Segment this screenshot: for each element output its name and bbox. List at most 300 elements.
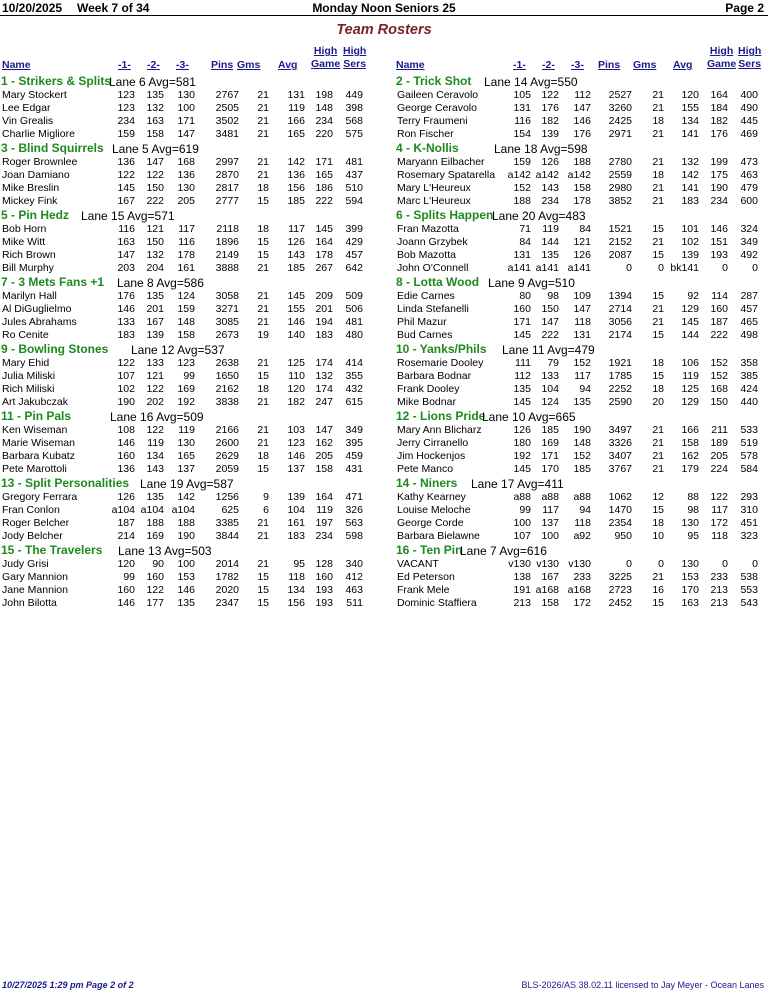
player-games: 6 — [263, 504, 269, 516]
header-games: Gms — [237, 59, 261, 71]
player-pins: 2059 — [215, 463, 239, 475]
player-name: John Bilotta — [2, 597, 57, 609]
player-pins: 3407 — [608, 450, 632, 462]
team-name: 16 - Ten Pin — [396, 543, 463, 557]
player-average: 132 — [681, 156, 699, 168]
player-row — [383, 194, 766, 207]
player-game1: 107 — [117, 370, 135, 382]
player-name: Al DiGuglielmo — [2, 303, 72, 315]
player-average: 117 — [288, 223, 305, 235]
player-average: 92 — [687, 290, 699, 302]
player-game1: 187 — [117, 517, 135, 529]
player-row — [0, 302, 383, 315]
player-high-game: 172 — [710, 517, 728, 529]
player-high-game: 197 — [315, 517, 333, 529]
team-average: Avg=587 — [186, 477, 234, 491]
team-average: Avg=411 — [517, 477, 564, 491]
player-game3: 147 — [177, 128, 195, 140]
player-game3: 148 — [573, 437, 591, 449]
player-game3: 130 — [177, 437, 195, 449]
player-games: 0 — [658, 262, 664, 274]
team-header — [0, 408, 383, 423]
player-pins: 3767 — [608, 463, 632, 475]
player-game3: 135 — [573, 396, 591, 408]
player-name: Maryann Eilbacher — [397, 156, 485, 168]
player-high-series: 349 — [740, 236, 758, 248]
player-games: 19 — [257, 329, 269, 341]
player-games: 21 — [652, 450, 664, 462]
player-average: 143 — [287, 249, 305, 261]
report-header — [0, 0, 768, 15]
player-high-series: 310 — [740, 504, 758, 516]
player-pins: 2252 — [608, 383, 632, 395]
player-row — [383, 88, 766, 101]
player-average: 146 — [287, 450, 305, 462]
team-header — [383, 341, 766, 356]
player-average: 101 — [681, 223, 699, 235]
player-game2: 117 — [542, 504, 559, 516]
player-high-series: 481 — [345, 156, 363, 168]
player-game3: 121 — [573, 236, 591, 248]
player-pins: 2777 — [215, 195, 239, 207]
player-games: 21 — [257, 89, 269, 101]
player-high-game: 193 — [315, 597, 333, 609]
team-name: 7 - 3 Mets Fans +1 — [1, 275, 105, 289]
column-headers-right — [383, 44, 766, 72]
player-name: Jim Hockenjos — [397, 450, 466, 462]
header-pins: Pins — [211, 59, 234, 71]
player-average: 136 — [287, 169, 305, 181]
player-name: Joan Damiano — [2, 169, 70, 181]
player-games: 18 — [652, 169, 664, 181]
player-pins: 3844 — [215, 530, 239, 542]
player-game3: 109 — [573, 290, 591, 302]
player-high-series: 355 — [345, 370, 363, 382]
player-high-series: 449 — [345, 89, 363, 101]
team-name: 5 - Pin Hedz — [1, 208, 70, 222]
player-average: 125 — [681, 383, 699, 395]
player-row — [0, 222, 383, 235]
player-game3: a92 — [573, 530, 591, 542]
player-pins: 3056 — [608, 316, 632, 328]
player-average: 88 — [687, 491, 699, 503]
player-average: 155 — [681, 102, 699, 114]
player-average: 106 — [681, 357, 699, 369]
player-row — [0, 155, 383, 168]
player-games: 21 — [652, 303, 664, 315]
player-game2: 150 — [146, 236, 164, 248]
player-name: Roger Brownlee — [2, 156, 78, 168]
player-high-game: 164 — [315, 236, 333, 248]
player-name: Linda Stefanelli — [397, 303, 469, 315]
player-high-series: 479 — [740, 182, 758, 194]
player-game1: 163 — [117, 236, 135, 248]
player-average: 118 — [288, 571, 305, 583]
player-high-series: 492 — [740, 249, 758, 261]
player-game3: 126 — [573, 249, 591, 261]
player-high-series: 509 — [345, 290, 363, 302]
player-average: 142 — [287, 156, 305, 168]
team-average: Avg=503 — [164, 544, 212, 558]
player-row — [383, 127, 766, 140]
player-high-game: 234 — [315, 530, 333, 542]
player-row — [383, 423, 766, 436]
player-pins: 2780 — [608, 156, 632, 168]
player-game3: a168 — [567, 584, 591, 596]
player-high-series: 615 — [345, 396, 363, 408]
player-games: 21 — [652, 236, 664, 248]
player-games: 21 — [257, 437, 269, 449]
player-pins: 950 — [614, 530, 632, 542]
player-game1: 213 — [513, 597, 531, 609]
team-average: Avg=550 — [530, 75, 578, 89]
player-game3: 168 — [177, 156, 195, 168]
player-row — [0, 503, 383, 516]
player-game1: 147 — [117, 249, 135, 261]
player-name: Marc L'Heureux — [397, 195, 471, 207]
player-game1: 154 — [513, 128, 531, 140]
player-game3: 159 — [177, 303, 195, 315]
player-high-game: 147 — [315, 424, 333, 436]
player-pins: 3326 — [608, 437, 632, 449]
player-high-series: 445 — [740, 115, 758, 127]
player-name: Bud Carnes — [397, 329, 453, 341]
player-game2: 121 — [146, 223, 164, 235]
player-game2: 104 — [541, 383, 559, 395]
player-name: Vin Grealis — [2, 115, 54, 127]
header-pins: Pins — [598, 59, 621, 71]
player-pins: 1896 — [215, 236, 239, 248]
player-game2: 188 — [146, 517, 164, 529]
team-name: 9 - Bowling Stones — [1, 342, 109, 356]
player-game3: 178 — [573, 195, 591, 207]
team-header — [0, 542, 383, 557]
player-high-game: 128 — [315, 558, 333, 570]
player-game3: 117 — [178, 223, 195, 235]
player-game1: 214 — [117, 530, 135, 542]
player-high-series: 519 — [740, 437, 758, 449]
team-name: 1 - Strikers & Splits — [1, 74, 112, 88]
player-high-game: 193 — [710, 249, 728, 261]
player-average: 183 — [681, 195, 699, 207]
player-high-series: 584 — [740, 463, 758, 475]
player-pins: 0 — [626, 262, 632, 274]
player-game3: 176 — [573, 128, 591, 140]
player-pins: 2527 — [608, 89, 632, 101]
player-game2: 134 — [146, 450, 164, 462]
player-high-series: 642 — [345, 262, 363, 274]
team-lane: Lane 19 — [140, 477, 184, 491]
player-row — [0, 356, 383, 369]
player-game1: 138 — [513, 571, 531, 583]
player-game2: 143 — [541, 182, 559, 194]
player-high-series: 431 — [345, 463, 363, 475]
team-average: Avg=616 — [499, 544, 547, 558]
player-games: 21 — [257, 517, 269, 529]
team-name: 10 - Yanks/Phils — [396, 342, 487, 356]
player-high-series: 437 — [345, 169, 363, 181]
player-high-game: 152 — [710, 370, 728, 382]
player-game2: 132 — [146, 249, 164, 261]
player-average: 141 — [681, 128, 699, 140]
player-average: 183 — [287, 530, 305, 542]
player-high-series: 459 — [345, 450, 363, 462]
team-header — [0, 341, 383, 356]
player-games: 15 — [257, 249, 269, 261]
player-game2: 98 — [547, 290, 559, 302]
player-pins: 3085 — [215, 316, 239, 328]
team-name: 14 - Niners — [396, 476, 458, 490]
player-games: 21 — [652, 89, 664, 101]
player-average: 126 — [287, 236, 305, 248]
team-lane-average — [117, 276, 204, 290]
player-games: 21 — [652, 437, 664, 449]
player-high-game: 234 — [710, 195, 728, 207]
team-lane-average — [109, 75, 196, 89]
player-row — [0, 235, 383, 248]
team-header — [0, 140, 383, 155]
player-pins: 2629 — [215, 450, 239, 462]
player-game3: 158 — [573, 182, 591, 194]
player-high-series: 324 — [740, 223, 758, 235]
player-pins: 1256 — [215, 491, 239, 503]
player-game1: 116 — [514, 115, 531, 127]
player-game3: 100 — [177, 558, 195, 570]
header-average: Avg — [673, 59, 693, 71]
player-game2: 122 — [146, 169, 164, 181]
player-games: 20 — [652, 396, 664, 408]
player-row — [0, 423, 383, 436]
player-name: Mike Bodnar — [397, 396, 456, 408]
player-games: 12 — [652, 491, 664, 503]
player-name: Joann Grzybek — [397, 236, 468, 248]
player-average: bk141 — [670, 262, 699, 274]
player-pins: 2162 — [215, 383, 239, 395]
player-game1: 145 — [513, 329, 531, 341]
player-pins: 1394 — [608, 290, 632, 302]
player-average: 185 — [287, 195, 305, 207]
player-games: 21 — [652, 463, 664, 475]
player-pins: 2723 — [608, 584, 632, 596]
player-high-game: 209 — [315, 290, 333, 302]
player-average: 120 — [287, 383, 305, 395]
player-game2: 133 — [541, 370, 559, 382]
player-high-game: 183 — [315, 329, 333, 341]
player-name: Roger Belcher — [2, 517, 70, 529]
player-pins: 1782 — [215, 571, 239, 583]
player-games: 15 — [652, 223, 664, 235]
player-row — [383, 101, 766, 114]
player-game1: 180 — [513, 437, 531, 449]
player-high-game: 178 — [315, 249, 333, 261]
page-title: Team Rosters — [336, 22, 432, 38]
player-pins: 1650 — [215, 370, 239, 382]
player-high-series: 398 — [345, 102, 363, 114]
player-high-series: 0 — [752, 558, 758, 570]
team-name: 13 - Split Personalities — [1, 476, 130, 490]
player-game3: 190 — [177, 530, 195, 542]
player-game3: 131 — [573, 329, 591, 341]
player-games: 18 — [652, 383, 664, 395]
player-pins: 2714 — [608, 303, 632, 315]
player-name: Phil Mazur — [397, 316, 447, 328]
player-pins: 2505 — [215, 102, 239, 114]
player-games: 16 — [652, 584, 664, 596]
team-header — [383, 73, 766, 88]
player-high-series: 358 — [740, 357, 758, 369]
player-high-game: 222 — [710, 329, 728, 341]
player-average: 141 — [681, 182, 699, 194]
player-row — [0, 516, 383, 529]
player-average: 98 — [687, 504, 699, 516]
player-games: 21 — [257, 115, 269, 127]
player-pins: 2087 — [608, 249, 632, 261]
team-lane: Lane 11 — [502, 343, 545, 357]
player-game2: 126 — [541, 156, 559, 168]
player-high-series: 395 — [345, 437, 363, 449]
player-high-series: 511 — [346, 597, 363, 609]
player-average: 144 — [681, 329, 699, 341]
player-high-series: 323 — [740, 530, 758, 542]
player-game3: 94 — [579, 504, 591, 516]
player-high-game: 184 — [710, 102, 728, 114]
player-name: Bob Mazotta — [397, 249, 456, 261]
player-high-series: 480 — [345, 329, 363, 341]
footer-license: BLS-2026/AS 38.02.11 licensed to Jay Meyer - Ocean Lanes — [521, 980, 764, 990]
player-average: 163 — [681, 597, 699, 609]
player-row — [383, 155, 766, 168]
player-pins: 2354 — [608, 517, 632, 529]
player-game1: a88 — [513, 491, 531, 503]
player-game2: 122 — [146, 424, 164, 436]
player-game2: 135 — [146, 290, 164, 302]
team-lane: Lane 20 — [492, 209, 536, 223]
player-row — [383, 570, 766, 583]
player-game3: 130 — [177, 89, 195, 101]
player-games: 21 — [257, 357, 269, 369]
player-game1: 146 — [117, 597, 135, 609]
team-average: Avg=510 — [527, 276, 575, 290]
player-game2: a141 — [535, 262, 559, 274]
player-game2: 135 — [541, 249, 559, 261]
report-date: 10/20/2025 — [2, 1, 63, 15]
player-high-series: 385 — [740, 370, 758, 382]
roster-column-right — [383, 73, 766, 609]
player-game3: 118 — [574, 517, 591, 529]
player-high-series: 463 — [740, 169, 758, 181]
player-average: 119 — [682, 370, 699, 382]
player-game1: 100 — [513, 517, 531, 529]
team-lane: Lane 8 — [117, 276, 154, 290]
header-name: Name — [2, 59, 31, 71]
player-pins: 2174 — [608, 329, 632, 341]
player-high-game: 168 — [710, 383, 728, 395]
player-game2: 143 — [146, 463, 164, 475]
player-row — [383, 382, 766, 395]
player-high-game: 201 — [315, 303, 333, 315]
header-high-game: High Game — [707, 45, 737, 70]
player-game3: 205 — [177, 195, 195, 207]
player-pins: 625 — [221, 504, 239, 516]
player-game3: 119 — [178, 424, 195, 436]
player-game1: 160 — [513, 303, 531, 315]
player-name: Jody Belcher — [2, 530, 63, 542]
team-lane-average — [140, 477, 234, 491]
player-games: 15 — [257, 571, 269, 583]
player-game2: 90 — [152, 558, 164, 570]
team-lane: Lane 12 — [131, 343, 175, 357]
player-row — [383, 222, 766, 235]
player-games: 9 — [263, 491, 269, 503]
player-game2: 122 — [146, 584, 164, 596]
player-game2: 222 — [541, 329, 559, 341]
player-game3: 147 — [573, 303, 591, 315]
player-pins: 1062 — [608, 491, 632, 503]
player-game3: 146 — [177, 584, 195, 596]
player-row — [0, 127, 383, 140]
player-name: John O'Connell — [397, 262, 469, 274]
player-game1: 122 — [117, 169, 135, 181]
player-game1: 192 — [513, 450, 531, 462]
player-average: 166 — [681, 424, 699, 436]
player-game1: 135 — [513, 383, 531, 395]
player-name: Pete Marottoli — [2, 463, 67, 475]
player-row — [383, 583, 766, 596]
player-games: 15 — [652, 290, 664, 302]
player-row — [0, 114, 383, 127]
player-game1: 159 — [513, 156, 531, 168]
player-average: 134 — [287, 584, 305, 596]
player-game3: 116 — [178, 236, 195, 248]
player-game1: 126 — [117, 491, 135, 503]
player-name: Marilyn Hall — [2, 290, 57, 302]
player-high-game: 247 — [315, 396, 333, 408]
player-high-game: 233 — [710, 571, 728, 583]
player-game1: 112 — [514, 370, 531, 382]
player-high-game: 189 — [710, 437, 728, 449]
player-name: Barbara Bielawne — [397, 530, 480, 542]
player-high-game: 151 — [710, 236, 728, 248]
player-games: 21 — [257, 558, 269, 570]
player-pins: 3260 — [608, 102, 632, 114]
player-high-series: 506 — [345, 303, 363, 315]
player-game1: 133 — [117, 316, 135, 328]
player-pins: 2166 — [215, 424, 239, 436]
player-name: Terry Fraumeni — [397, 115, 468, 127]
team-name: 8 - Lotta Wood — [396, 275, 480, 289]
team-lane-average — [484, 75, 578, 89]
player-game3: a88 — [573, 491, 591, 503]
player-high-game: 171 — [315, 156, 333, 168]
team-lane-average — [471, 477, 564, 491]
player-game1: 234 — [117, 115, 135, 127]
team-header — [0, 207, 383, 222]
player-row — [0, 194, 383, 207]
team-average: Avg=586 — [156, 276, 204, 290]
player-pins: 3838 — [215, 396, 239, 408]
player-row — [383, 369, 766, 382]
player-game2: 234 — [541, 195, 559, 207]
header-game2: -2- — [542, 59, 555, 71]
player-game1: 136 — [117, 156, 135, 168]
player-game2: 201 — [146, 303, 164, 315]
team-lane-average — [460, 544, 547, 558]
player-game1: 160 — [117, 450, 135, 462]
player-pins: 2149 — [215, 249, 239, 261]
player-games: 21 — [257, 530, 269, 542]
team-lane-average — [131, 343, 225, 357]
player-average: 182 — [287, 396, 305, 408]
